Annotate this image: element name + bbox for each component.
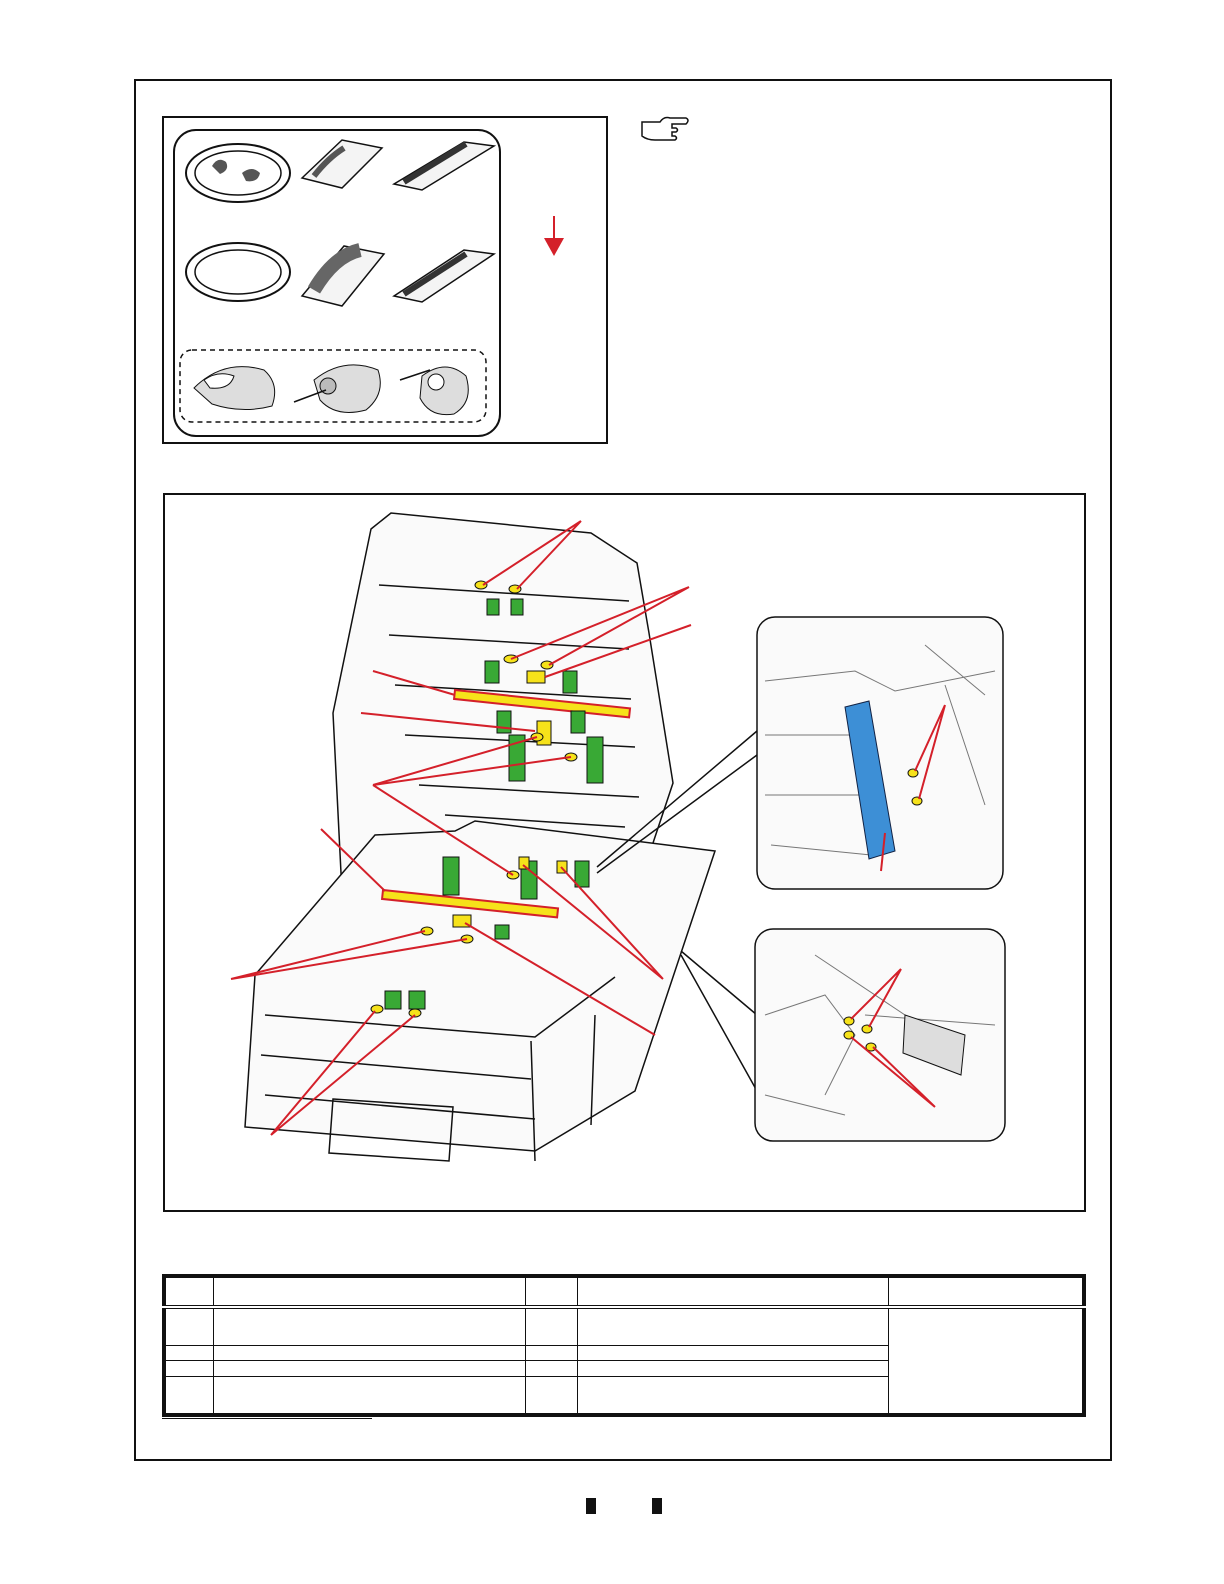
clean-roller-icon <box>186 243 290 301</box>
table-cell <box>214 1376 525 1415</box>
swab-icon <box>294 365 380 413</box>
page-mark-right <box>652 1498 662 1514</box>
cleaning-reference-panel <box>162 116 608 444</box>
table-cell <box>164 1346 214 1361</box>
table-cell <box>577 1361 888 1376</box>
printer-diagram-panel <box>163 493 1086 1212</box>
table-cell <box>525 1346 577 1361</box>
blower-icon <box>400 367 468 415</box>
cloth-wipe-icon <box>194 367 275 410</box>
clean-pad-icon <box>302 246 384 306</box>
table-cell <box>525 1307 577 1346</box>
page-mark-left <box>586 1498 596 1514</box>
dirty-roller-icon <box>186 144 290 202</box>
table-cell <box>577 1376 888 1415</box>
table-header-row <box>164 1276 1084 1307</box>
pointing-hand-icon <box>638 112 692 142</box>
header-cell <box>577 1276 888 1307</box>
cleaning-illustrations <box>164 118 606 442</box>
table-cell <box>164 1307 214 1346</box>
header-cell <box>164 1276 214 1307</box>
footnote-rule <box>162 1418 372 1419</box>
clean-strip-icon <box>394 250 494 302</box>
detail-view-2 <box>755 929 1005 1141</box>
detail-view-1 <box>757 617 1003 889</box>
table-cell <box>164 1376 214 1415</box>
table-row <box>164 1307 1084 1346</box>
red-down-arrow-icon <box>544 216 564 256</box>
header-cell <box>888 1276 1084 1307</box>
table-cell <box>577 1307 888 1346</box>
header-cell <box>214 1276 525 1307</box>
dirty-pad-icon <box>302 140 382 188</box>
table-cell <box>164 1361 214 1376</box>
table-cell <box>525 1361 577 1376</box>
table-cell <box>577 1346 888 1361</box>
dirty-strip-icon <box>394 142 494 190</box>
table-cell <box>888 1307 1084 1415</box>
table-cell <box>525 1376 577 1415</box>
parts-table <box>162 1274 1086 1417</box>
header-cell <box>525 1276 577 1307</box>
printer-lower-unit <box>245 821 715 1161</box>
printer-diagram <box>165 495 1084 1210</box>
table-cell <box>214 1307 525 1346</box>
table-cell <box>214 1361 525 1376</box>
table-cell <box>214 1346 525 1361</box>
